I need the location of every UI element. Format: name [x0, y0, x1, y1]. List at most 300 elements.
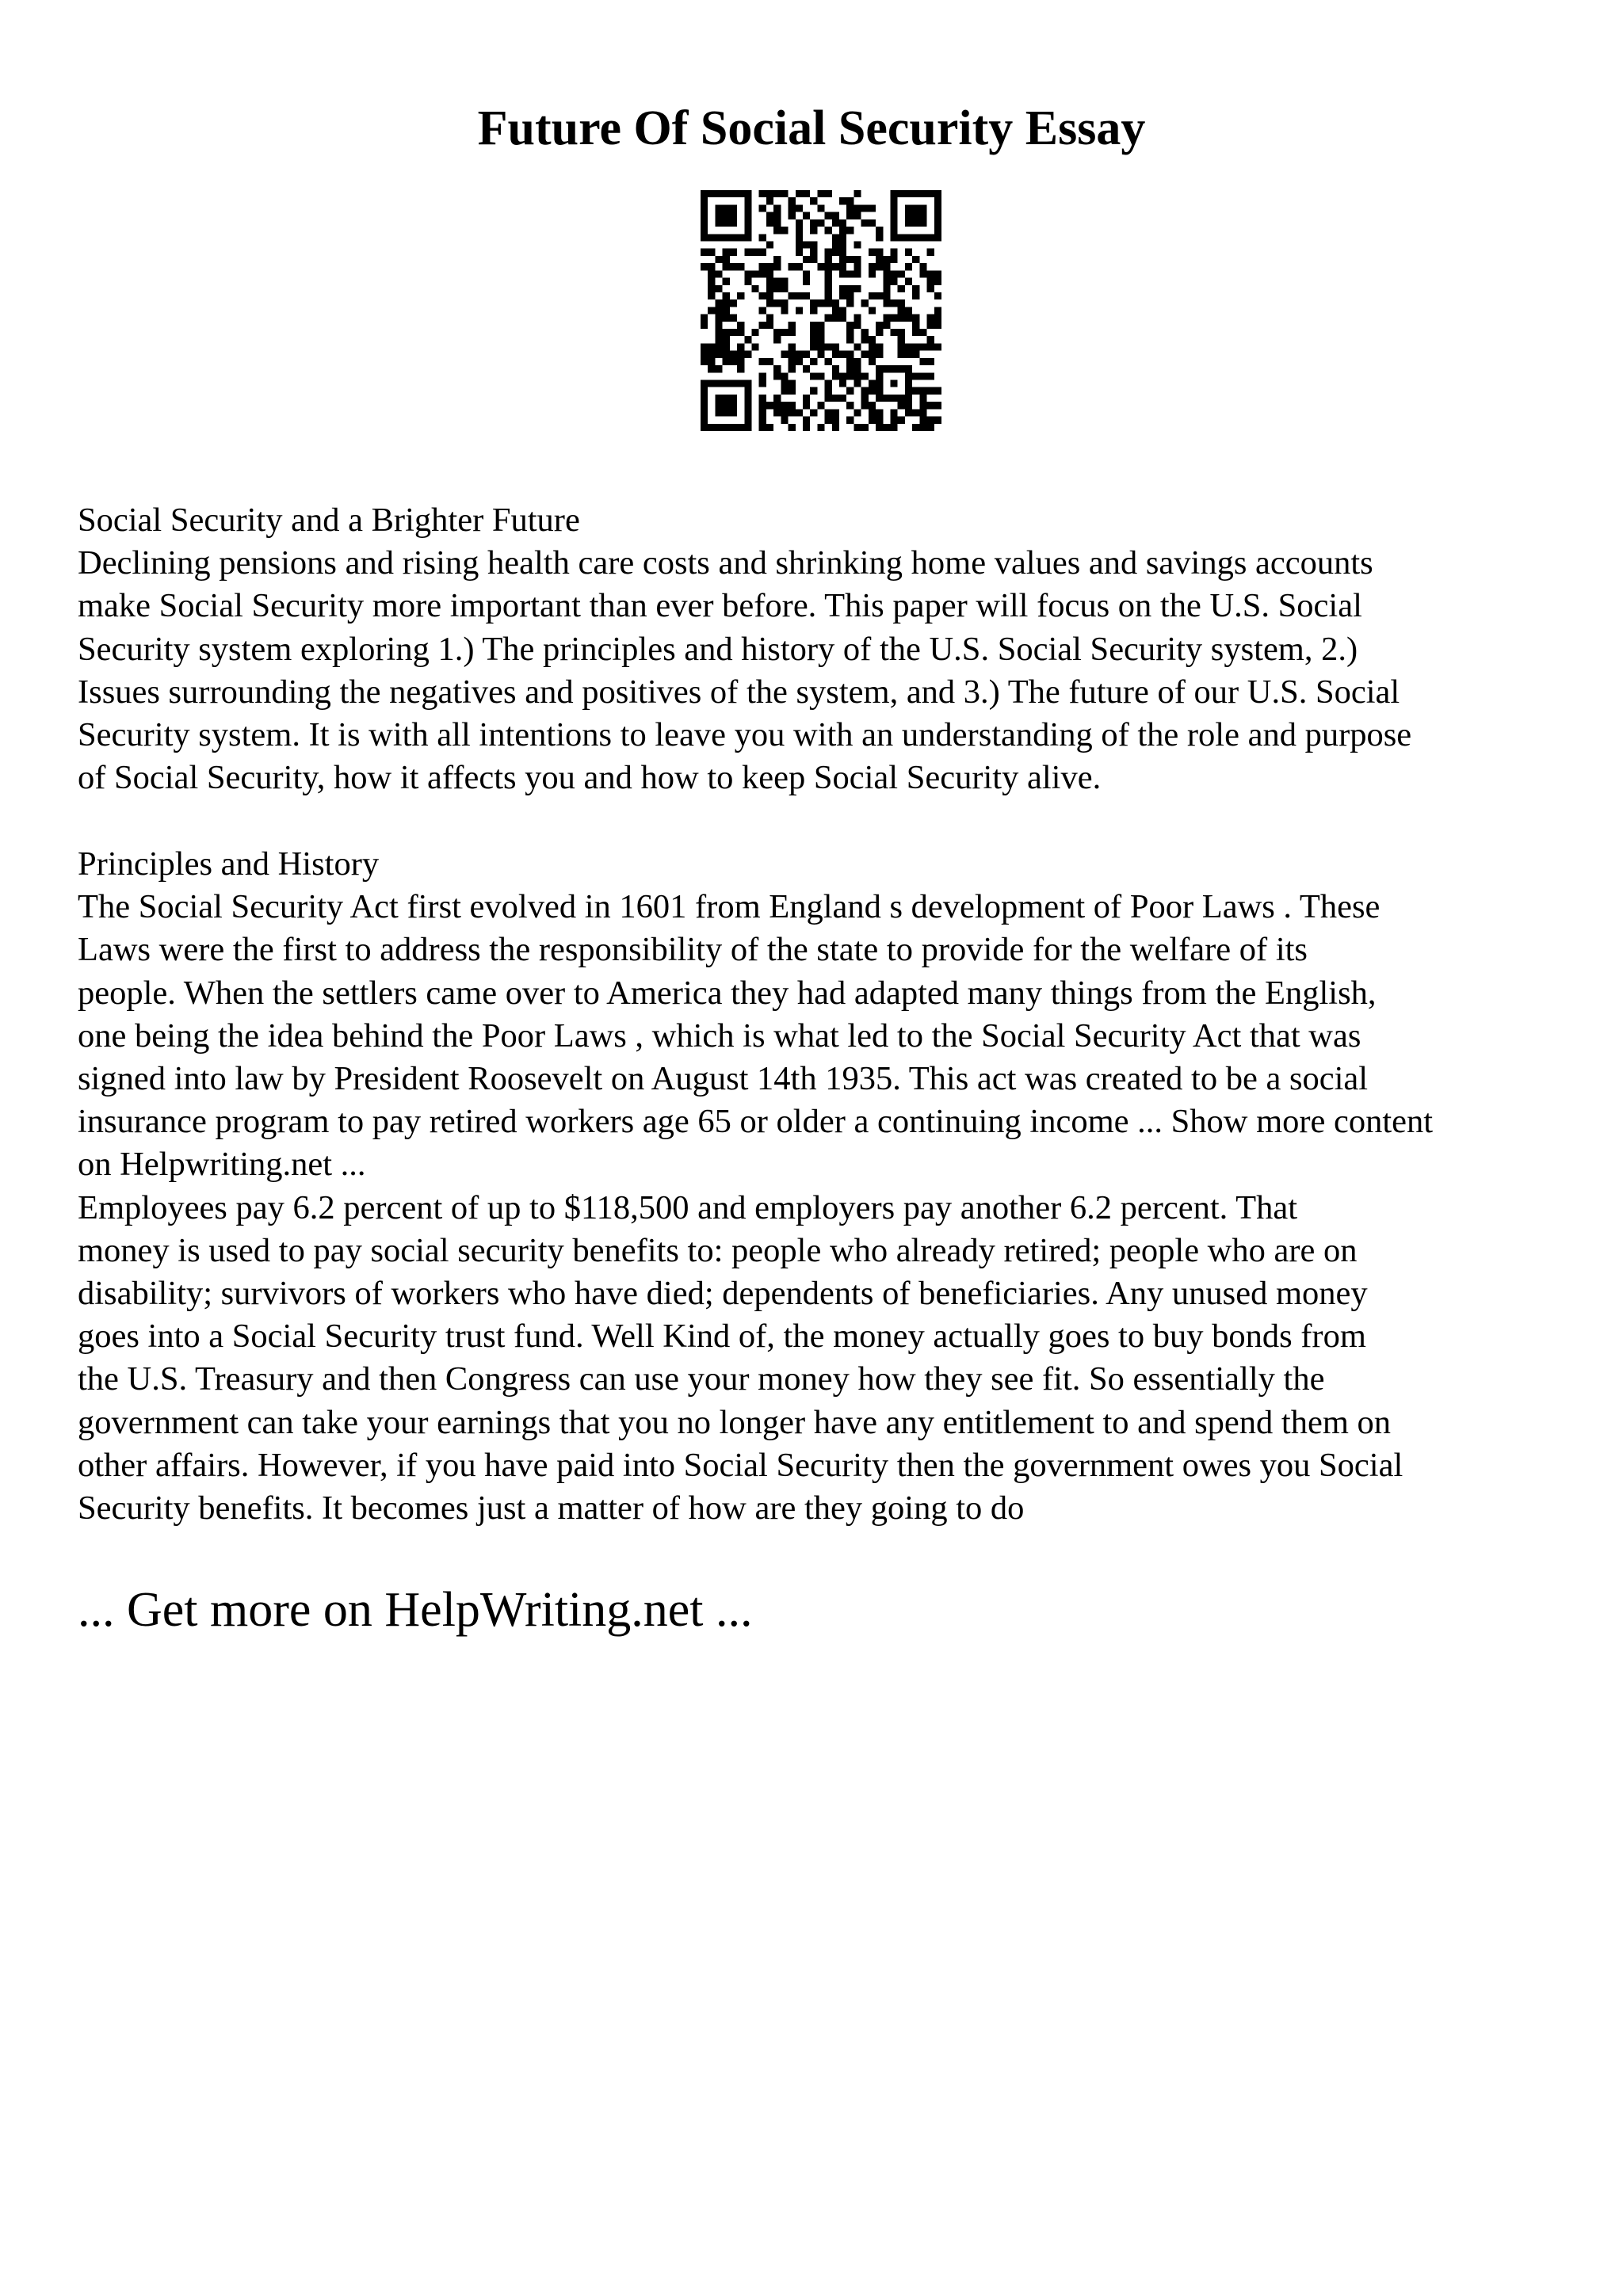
qr-module [723, 212, 730, 219]
qr-module [883, 292, 890, 299]
qr-module [905, 204, 912, 212]
qr-module [832, 372, 839, 379]
qr-module [919, 358, 926, 365]
qr-module [789, 322, 796, 329]
qr-module [744, 227, 751, 234]
qr-module [708, 234, 715, 241]
qr-module [789, 343, 796, 350]
qr-module [869, 380, 876, 387]
qr-module [796, 263, 803, 270]
qr-module [730, 299, 737, 307]
qr-module [861, 402, 869, 409]
qr-module [810, 372, 817, 379]
qr-module [723, 402, 730, 409]
qr-module [715, 329, 722, 336]
qr-module [854, 285, 861, 292]
qr-module [905, 365, 912, 372]
qr-module [723, 263, 730, 270]
qr-module [817, 351, 824, 358]
qr-module [898, 234, 905, 241]
qr-module [789, 387, 796, 395]
qr-module [839, 249, 846, 256]
qr-module [825, 409, 832, 416]
qr-module [708, 278, 715, 285]
qr-module [854, 365, 861, 372]
qr-module [730, 263, 737, 270]
qr-module [832, 299, 839, 307]
paragraph-line: the U.S. Treasury and then Congress can use your money how they see fit. So essentially the [78, 1360, 1325, 1398]
qr-module [759, 190, 766, 197]
qr-module [839, 351, 846, 358]
paragraph-line: make Social Security more important than ever before. This paper will focus on the U.S. Social [78, 587, 1362, 625]
qr-module [766, 424, 773, 431]
qr-module [861, 424, 869, 431]
qr-module [715, 343, 722, 350]
qr-module [869, 387, 876, 395]
document-title: Future Of Social Security Essay [477, 101, 1146, 155]
qr-module [934, 190, 941, 197]
qr-module [919, 372, 926, 379]
paragraph-line: Security system. It is with all intentions to leave you with an understanding of the role and purpose [78, 716, 1412, 754]
qr-module [744, 395, 751, 402]
qr-module [744, 234, 751, 241]
qr-module [759, 380, 766, 387]
qr-module [730, 351, 737, 358]
qr-module [869, 204, 876, 212]
qr-module [773, 395, 781, 402]
qr-module [810, 197, 817, 204]
qr-module [927, 190, 934, 197]
qr-module [898, 270, 905, 277]
qr-module [934, 292, 941, 299]
qr-code-icon [701, 190, 941, 431]
qr-module [905, 402, 912, 409]
qr-module [905, 219, 912, 227]
qr-module [796, 249, 803, 256]
qr-module [701, 343, 708, 350]
qr-module [883, 365, 890, 372]
qr-module [781, 227, 788, 234]
qr-module [730, 315, 737, 322]
qr-module [773, 329, 781, 336]
section-heading: Principles and History [78, 845, 380, 883]
qr-module [759, 424, 766, 431]
qr-module [919, 212, 926, 219]
qr-module [927, 343, 934, 350]
qr-module [891, 234, 898, 241]
qr-module [839, 292, 846, 299]
qr-module [934, 315, 941, 322]
paragraph-line: money is used to pay social security benefits to: people who already retired; people who are on [78, 1231, 1358, 1269]
qr-module [839, 197, 846, 204]
qr-module [744, 424, 751, 431]
qr-module [810, 329, 817, 336]
qr-module [766, 263, 773, 270]
qr-module [839, 285, 846, 292]
qr-module [810, 336, 817, 343]
qr-module [766, 278, 773, 285]
qr-module [781, 417, 788, 424]
qr-module [723, 307, 730, 314]
qr-module [715, 336, 722, 343]
qr-module [846, 204, 854, 212]
qr-module [759, 249, 766, 256]
qr-module [861, 299, 869, 307]
qr-module [912, 322, 919, 329]
qr-module [927, 336, 934, 343]
qr-module [781, 402, 788, 409]
paragraph-line: government can take your earnings that you no longer have any entitlement to and spend them on [78, 1403, 1392, 1441]
qr-module [883, 322, 890, 329]
qr-module [825, 292, 832, 299]
qr-module [803, 190, 810, 197]
qr-module [810, 241, 817, 248]
qr-module [701, 387, 708, 395]
qr-module [934, 234, 941, 241]
qr-module [759, 270, 766, 277]
qr-module [919, 219, 926, 227]
qr-module [854, 270, 861, 277]
qr-module [796, 409, 803, 416]
qr-module [927, 270, 934, 277]
qr-module [723, 343, 730, 350]
qr-module [869, 402, 876, 409]
paragraph-line: on Helpwriting.net ... [78, 1146, 366, 1184]
qr-module [898, 417, 905, 424]
qr-module [817, 322, 824, 329]
qr-module [803, 424, 810, 431]
qr-module [876, 256, 883, 263]
qr-module [846, 402, 854, 409]
qr-module [846, 270, 854, 277]
qr-module [766, 358, 773, 365]
qr-module [810, 219, 817, 227]
qr-module [701, 197, 708, 204]
qr-module [839, 263, 846, 270]
qr-module [876, 417, 883, 424]
qr-module [876, 227, 883, 234]
qr-module [789, 358, 796, 365]
qr-module [854, 380, 861, 387]
qr-module [759, 307, 766, 314]
qr-module [891, 409, 898, 416]
qr-module [781, 387, 788, 395]
qr-module [781, 299, 788, 307]
qr-module [839, 219, 846, 227]
qr-module [773, 204, 781, 212]
qr-module [715, 365, 722, 372]
paragraph-line: Security benefits. It becomes just a matter of how are they going to do [78, 1489, 1025, 1527]
qr-module [766, 270, 773, 277]
qr-module [744, 219, 751, 227]
qr-module [927, 387, 934, 395]
qr-module [701, 190, 708, 197]
qr-module [846, 417, 854, 424]
qr-module [803, 241, 810, 248]
qr-module [825, 417, 832, 424]
qr-module [789, 351, 796, 358]
qr-module [854, 409, 861, 416]
qr-module [912, 409, 919, 416]
qr-module [789, 380, 796, 387]
qr-module [759, 358, 766, 365]
qr-module [891, 190, 898, 197]
qr-module [846, 365, 854, 372]
qr-module [708, 249, 715, 256]
qr-module [839, 241, 846, 248]
qr-module [934, 417, 941, 424]
qr-module [934, 204, 941, 212]
qr-module [751, 285, 758, 292]
qr-module [934, 197, 941, 204]
paragraph-line: other affairs. However, if you have paid into Social Security then the government owes you Social [78, 1446, 1403, 1484]
paragraph-line: Laws were the first to address the responsibility of the state to provide for the welfare of its [78, 931, 1308, 969]
qr-module [912, 204, 919, 212]
qr-module [934, 322, 941, 329]
qr-module [869, 249, 876, 256]
qr-module [715, 380, 722, 387]
qr-module [883, 315, 890, 322]
qr-module [715, 256, 722, 263]
qr-module [803, 278, 810, 285]
qr-module [730, 380, 737, 387]
qr-module [869, 358, 876, 365]
qr-module [730, 409, 737, 416]
qr-module [905, 380, 912, 387]
qr-module [766, 292, 773, 299]
qr-module [773, 219, 781, 227]
qr-module [737, 190, 744, 197]
qr-module [817, 190, 824, 197]
qr-module [869, 292, 876, 299]
qr-module [832, 351, 839, 358]
qr-module [751, 249, 758, 256]
qr-module [832, 249, 839, 256]
qr-module [723, 358, 730, 365]
qr-module [883, 270, 890, 277]
qr-module [898, 336, 905, 343]
qr-module [810, 409, 817, 416]
qr-module [854, 263, 861, 270]
qr-module [883, 263, 890, 270]
qr-module [854, 322, 861, 329]
qr-module [751, 329, 758, 336]
paragraph-line: one being the idea behind the Poor Laws , which is what led to the Social Security Act that was [78, 1016, 1361, 1055]
qr-module [825, 358, 832, 365]
qr-module [789, 365, 796, 372]
qr-module [759, 292, 766, 299]
qr-module [766, 219, 773, 227]
qr-module [898, 351, 905, 358]
qr-module [737, 365, 744, 372]
qr-module [839, 234, 846, 241]
paragraph-line: signed into law by President Roosevelt on August 14th 1935. This act was created to be a social [78, 1060, 1369, 1098]
qr-module [934, 227, 941, 234]
qr-module [803, 292, 810, 299]
paragraph-line: insurance program to pay retired workers age 65 or older a continuing income ... Show more content [78, 1103, 1434, 1141]
qr-module [715, 395, 722, 402]
qr-module [883, 424, 890, 431]
section-intro [78, 499, 1568, 799]
qr-module [905, 263, 912, 270]
qr-module [919, 402, 926, 409]
qr-module [796, 241, 803, 248]
qr-module [723, 299, 730, 307]
qr-module [883, 256, 890, 263]
qr-module [810, 387, 817, 395]
qr-module [759, 263, 766, 270]
qr-module [810, 299, 817, 307]
qr-module [773, 285, 781, 292]
qr-module [905, 351, 912, 358]
qr-module [781, 380, 788, 387]
qr-module [737, 424, 744, 431]
qr-module [715, 307, 722, 314]
qr-module [766, 299, 773, 307]
qr-module [891, 329, 898, 336]
qr-module [773, 190, 781, 197]
qr-module [817, 329, 824, 336]
qr-module [839, 380, 846, 387]
qr-module [846, 329, 854, 336]
qr-module [869, 270, 876, 277]
qr-module [825, 380, 832, 387]
qr-module [854, 190, 861, 197]
qr-module [927, 278, 934, 285]
qr-module [891, 256, 898, 263]
qr-module [759, 409, 766, 416]
qr-module [708, 307, 715, 314]
qr-module [869, 417, 876, 424]
qr-module [708, 358, 715, 365]
qr-module [723, 292, 730, 299]
qr-module [876, 263, 883, 270]
qr-module [825, 212, 832, 219]
qr-module [715, 402, 722, 409]
qr-module [781, 278, 788, 285]
qr-module [927, 249, 934, 256]
qr-module [825, 263, 832, 270]
qr-module [912, 234, 919, 241]
qr-module [854, 315, 861, 322]
qr-module [912, 387, 919, 395]
qr-module [766, 212, 773, 219]
qr-module [759, 395, 766, 402]
qr-module [898, 315, 905, 322]
qr-module [817, 219, 824, 227]
qr-module [730, 424, 737, 431]
qr-module [869, 307, 876, 314]
qr-module [789, 329, 796, 336]
qr-module [846, 299, 854, 307]
qr-module [891, 204, 898, 212]
qr-module [773, 299, 781, 307]
qr-module [723, 424, 730, 431]
qr-module [832, 424, 839, 431]
qr-module [861, 329, 869, 336]
qr-module [715, 322, 722, 329]
qr-module [846, 372, 854, 379]
qr-module [751, 343, 758, 350]
qr-module [825, 315, 832, 322]
qr-module [905, 249, 912, 256]
qr-module [708, 263, 715, 270]
qr-module [751, 270, 758, 277]
qr-module [825, 249, 832, 256]
qr-module [883, 278, 890, 285]
qr-module [789, 204, 796, 212]
qr-module [912, 219, 919, 227]
qr-module [759, 402, 766, 409]
qr-module [759, 204, 766, 212]
qr-module [803, 270, 810, 277]
qr-module [723, 234, 730, 241]
qr-module [817, 299, 824, 307]
qr-module [832, 409, 839, 416]
qr-module [846, 197, 854, 204]
qr-module [891, 212, 898, 219]
qr-module [744, 190, 751, 197]
qr-module [715, 219, 722, 227]
qr-module [869, 263, 876, 270]
qr-module [701, 234, 708, 241]
qr-module [839, 270, 846, 277]
qr-module [919, 417, 926, 424]
qr-module [934, 219, 941, 227]
qr-module [825, 278, 832, 285]
qr-module [891, 197, 898, 204]
qr-module [744, 351, 751, 358]
qr-module [744, 336, 751, 343]
qr-module [839, 256, 846, 263]
qr-module [919, 409, 926, 416]
qr-module [744, 197, 751, 204]
qr-module [876, 409, 883, 416]
paragraph-line: Declining pensions and rising health care costs and shrinking home values and savings accounts [78, 544, 1373, 582]
qr-module [803, 402, 810, 409]
qr-module [817, 372, 824, 379]
qr-module [861, 395, 869, 402]
qr-module [796, 351, 803, 358]
helpwriting-link[interactable]: ... Get more on HelpWriting.net ... [78, 1583, 753, 1637]
qr-module [789, 212, 796, 219]
qr-module [766, 197, 773, 204]
qr-module [701, 263, 708, 270]
qr-module [912, 315, 919, 322]
qr-module [927, 417, 934, 424]
qr-module [723, 315, 730, 322]
qr-module [701, 417, 708, 424]
qr-module [744, 204, 751, 212]
qr-module [912, 212, 919, 219]
qr-module [898, 395, 905, 402]
qr-module [905, 278, 912, 285]
qr-module [905, 307, 912, 314]
qr-module [825, 395, 832, 402]
qr-module [839, 372, 846, 379]
qr-module [701, 322, 708, 329]
qr-module [905, 190, 912, 197]
qr-module [861, 336, 869, 343]
qr-module [723, 249, 730, 256]
qr-module [810, 307, 817, 314]
qr-module [730, 402, 737, 409]
qr-module [846, 336, 854, 343]
qr-module [708, 190, 715, 197]
qr-module [846, 212, 854, 219]
qr-module [905, 395, 912, 402]
qr-module [912, 343, 919, 350]
